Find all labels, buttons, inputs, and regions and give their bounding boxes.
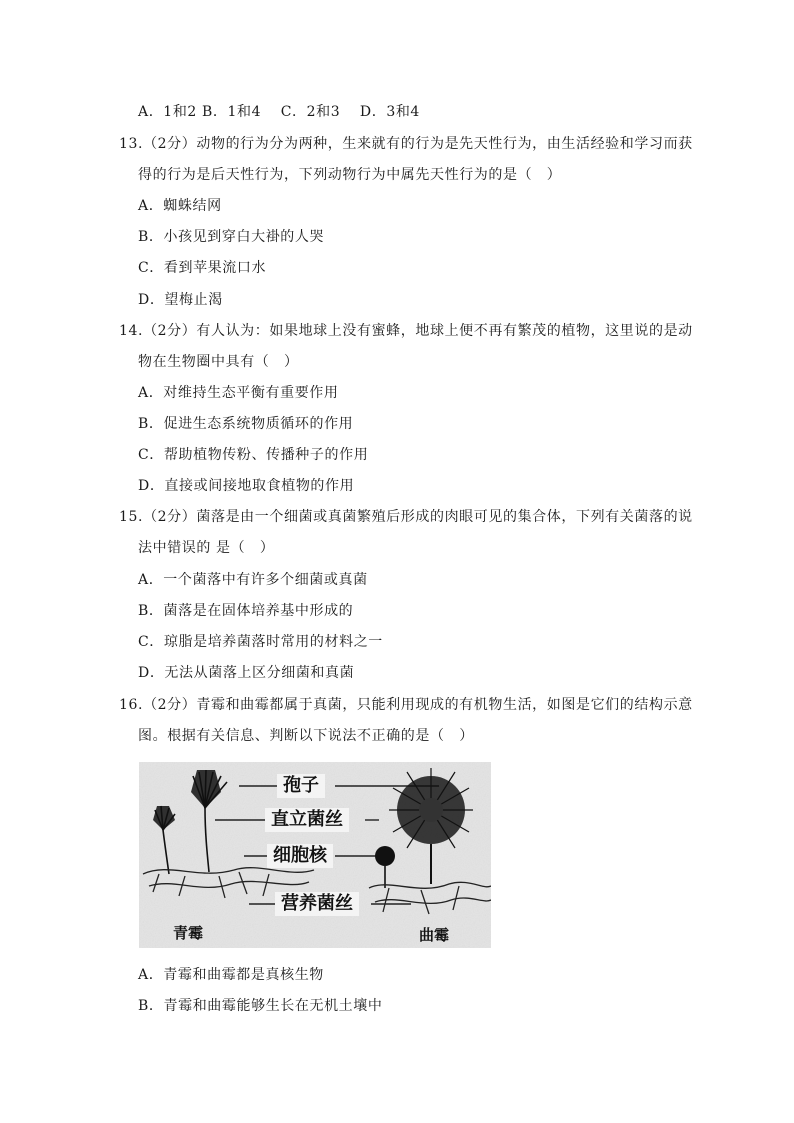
q14-option-a: A．对维持生态平衡有重要作用 (138, 385, 339, 401)
caption-penicillium: 青霉 (173, 924, 204, 942)
q15-stem-line1: 15.（2分）菌落是由一个细菌或真菌繁殖后形成的肉眼可见的集合体，下列有关菌落的说 (119, 509, 693, 525)
q15-option-b: B．菌落是在固体培养基中形成的 (138, 603, 354, 619)
q12-options: A．1和2 B．1和4 C．2和3 D．3和4 (138, 104, 420, 120)
q15-option-d: D．无法从菌落上区分细菌和真菌 (138, 665, 355, 681)
fungi-structure-figure (139, 762, 491, 948)
q14-option-b: B．促进生态系统物质循环的作用 (138, 416, 354, 432)
q13-stem-line1: 13.（2分）动物的行为分为两种，生来就有的行为是先天性行为，由生活经验和学习而获 (119, 136, 693, 152)
q16-stem-line1: 16.（2分）青霉和曲霉都属于真菌，只能利用现成的有机物生活，如图是它们的结构示意 (119, 697, 693, 713)
q16-option-b: B．青霉和曲霉能够生长在无机土壤中 (138, 998, 383, 1014)
label-spore: 孢子 (277, 774, 325, 798)
label-aerial-hypha: 直立菌丝 (265, 808, 349, 832)
q14-stem-line1: 14.（2分）有人认为：如果地球上没有蜜蜂，地球上便不再有繁茂的植物，这里说的是动 (119, 323, 693, 339)
q13-stem-line2: 得的行为是后天性行为，下列动物行为中属先天性行为的是（ ） (138, 167, 562, 183)
label-nucleus: 细胞核 (267, 844, 333, 868)
q16-option-a: A．青霉和曲霉都是真核生物 (138, 967, 324, 983)
q13-option-b: B．小孩见到穿白大褂的人哭 (138, 229, 325, 245)
q15-option-c: C．琼脂是培养菌落时常用的材料之一 (138, 634, 383, 650)
q15-stem-line2: 法中错误的 是（ ） (138, 540, 275, 556)
q14-option-c: C．帮助植物传粉、传播种子的作用 (138, 447, 369, 463)
label-vegetative-hypha: 营养菌丝 (275, 892, 359, 916)
q16-stem-line2: 图。根据有关信息、判断以下说法不正确的是（ ） (138, 728, 474, 744)
q13-option-a: A．蜘蛛结网 (138, 198, 222, 214)
q13-option-d: D．望梅止渴 (138, 292, 223, 308)
q13-option-c: C．看到苹果流口水 (138, 260, 267, 276)
q14-stem-line2: 物在生物圈中具有（ ） (138, 354, 299, 370)
q15-option-a: A．一个菌落中有许多个细菌或真菌 (138, 572, 368, 588)
q14-option-d: D．直接或间接地取食植物的作用 (138, 478, 355, 494)
caption-aspergillus: 曲霉 (419, 926, 450, 944)
